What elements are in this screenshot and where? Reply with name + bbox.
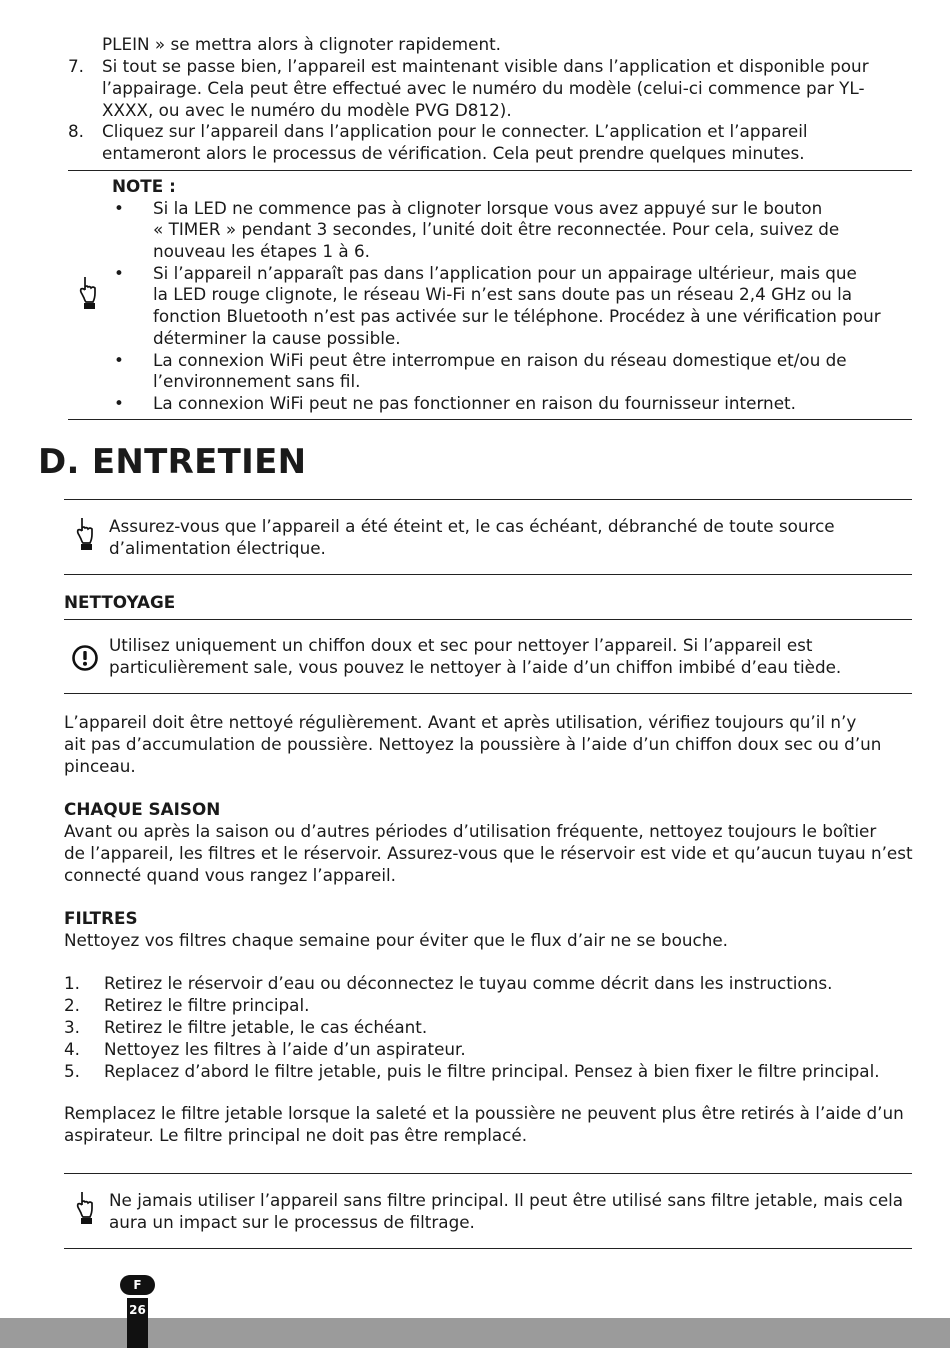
filtres-para-line1: Remplacez le filtre jetable lorsque la saleté et la poussière ne peuvent plus être retirés à l’aide d’un — [64, 1103, 904, 1123]
note-item-3-line1: La connexion WiFi peut être interrompue en raison du réseau domestique et/ou de — [153, 350, 847, 370]
step8-line1: Cliquez sur l’appareil dans l’application pour le connecter. L’application et l’appareil — [102, 121, 808, 141]
tip1-line1: Assurez-vous que l’appareil a été éteint et, le cas échéant, débranché de toute source — [109, 516, 835, 536]
filtres-step4-text: Nettoyez les filtres à l’aide d’un aspirateur. — [104, 1039, 466, 1059]
warning-exclamation-icon — [71, 644, 99, 678]
note-bullet-3: • — [114, 350, 124, 370]
note-bullet-4: • — [114, 393, 124, 413]
nettoyage-warning-line2: particulièrement sale, vous pouvez le nettoyer à l’aide d’un chiffon imbibé d’eau tiède. — [109, 657, 842, 677]
note-item-2-line2: la LED rouge clignote, le réseau Wi-Fi n’est sans doute pas un réseau 2,4 GHz ou la — [153, 284, 853, 304]
step7-number: 7. — [68, 56, 85, 76]
nettoyage-para-line1: L’appareil doit être nettoyé régulièrement. Avant et après utilisation, vérifiez toujours qu’il n’y — [64, 712, 857, 732]
note-bullet-2: • — [114, 263, 124, 283]
nettoyage-para-line2: ait pas d’accumulation de poussière. Nettoyez la poussière à l’aide d’un chiffon doux sec ou d’un — [64, 734, 882, 754]
chaque-saison-line1: Avant ou après la saison ou d’autres périodes d’utilisation fréquente, nettoyez toujours le boîtier — [64, 821, 877, 841]
tip2-line2: aura un impact sur le processus de filtrage. — [109, 1212, 475, 1232]
filtres-step3-number: 3. — [64, 1017, 81, 1037]
note-item-3-line2: l’environnement sans fil. — [153, 371, 361, 391]
chaque-saison-line2: de l’appareil, les filtres et le réservoir. Assurez-vous que le réservoir est vide et qu’aucun tuyau n’est — [64, 843, 913, 863]
filtres-step4-number: 4. — [64, 1039, 81, 1059]
filtres-intro: Nettoyez vos filtres chaque semaine pour éviter que le flux d’air ne se bouche. — [64, 930, 728, 950]
note-item-1-line2: « TIMER » pendant 3 secondes, l’unité doit être reconnectée. Pour cela, suivez de — [153, 219, 840, 239]
note-item-2-line4: déterminer la cause possible. — [153, 328, 401, 348]
chaque-saison-heading: CHAQUE SAISON — [64, 799, 221, 819]
note-item-2-line3: fonction Bluetooth n’est pas activée sur le téléphone. Procédez à une vérification pour — [153, 306, 881, 326]
step8-number: 8. — [68, 121, 85, 141]
tip1-top-rule — [64, 499, 912, 500]
filtres-heading: FILTRES — [64, 908, 138, 928]
step6-tail: PLEIN » se mettra alors à clignoter rapidement. — [102, 34, 502, 54]
note-item-2-line1: Si l’appareil n’apparaît pas dans l’application pour un appairage ultérieur, mais que — [153, 263, 857, 283]
step8-line2: entameront alors le processus de vérification. Cela peut prendre quelques minutes. — [102, 143, 805, 163]
tip2-top-rule — [64, 1173, 912, 1174]
section-title: D. ENTRETIEN — [38, 442, 307, 482]
filtres-step1-text: Retirez le réservoir d’eau ou déconnectez le tuyau comme décrit dans les instructions. — [104, 973, 833, 993]
filtres-step1-number: 1. — [64, 973, 81, 993]
note-bullet-1: • — [114, 198, 124, 218]
tip1-bottom-rule — [64, 574, 912, 575]
tip1-line2: d’alimentation électrique. — [109, 538, 326, 558]
tip2-bottom-rule — [64, 1248, 912, 1249]
nettoyage-warning-bottom-rule — [64, 693, 912, 694]
hand-pointer-icon — [77, 276, 97, 316]
hand-pointer-icon — [74, 1191, 94, 1231]
filtres-step2-text: Retirez le filtre principal. — [104, 995, 310, 1015]
language-badge: F — [120, 1275, 155, 1295]
filtres-step5-text: Replacez d’abord le filtre jetable, puis le filtre principal. Pensez à bien fixer le filtre principal. — [104, 1061, 880, 1081]
step7-line1: Si tout se passe bien, l’appareil est maintenant visible dans l’application et disponible pour — [102, 56, 869, 76]
filtres-step2-number: 2. — [64, 995, 81, 1015]
tip2-line1: Ne jamais utiliser l’appareil sans filtre principal. Il peut être utilisé sans filtre jetable, mais cela — [109, 1190, 904, 1210]
nettoyage-para-line3: pinceau. — [64, 756, 136, 776]
note-item-4-line1: La connexion WiFi peut ne pas fonctionner en raison du fournisseur internet. — [153, 393, 796, 413]
note-item-1-line1: Si la LED ne commence pas à clignoter lorsque vous avez appuyé sur le bouton — [153, 198, 823, 218]
nettoyage-heading: NETTOYAGE — [64, 592, 176, 612]
nettoyage-warning-line1: Utilisez uniquement un chiffon doux et sec pour nettoyer l’appareil. Si l’appareil est — [109, 635, 813, 655]
hand-pointer-icon — [74, 517, 94, 557]
note-box-bottom-rule — [68, 419, 912, 420]
filtres-para-line2: aspirateur. Le filtre principal ne doit pas être remplacé. — [64, 1125, 528, 1145]
note-title: NOTE : — [112, 176, 176, 196]
step7-line2: l’appairage. Cela peut être effectué avec le numéro du modèle (celui-ci commence par YL- — [102, 78, 865, 98]
chaque-saison-line3: connecté quand vous rangez l’appareil. — [64, 865, 396, 885]
step7-line3: XXXX, ou avec le numéro du modèle PVG D812). — [102, 100, 512, 120]
note-item-1-line3: nouveau les étapes 1 à 6. — [153, 241, 370, 261]
filtres-step3-text: Retirez le filtre jetable, le cas échéant. — [104, 1017, 428, 1037]
page-number: 26 — [129, 1303, 146, 1317]
filtres-step5-number: 5. — [64, 1061, 81, 1081]
nettoyage-warning-top-rule — [64, 619, 912, 620]
note-box-top-rule — [68, 170, 912, 171]
